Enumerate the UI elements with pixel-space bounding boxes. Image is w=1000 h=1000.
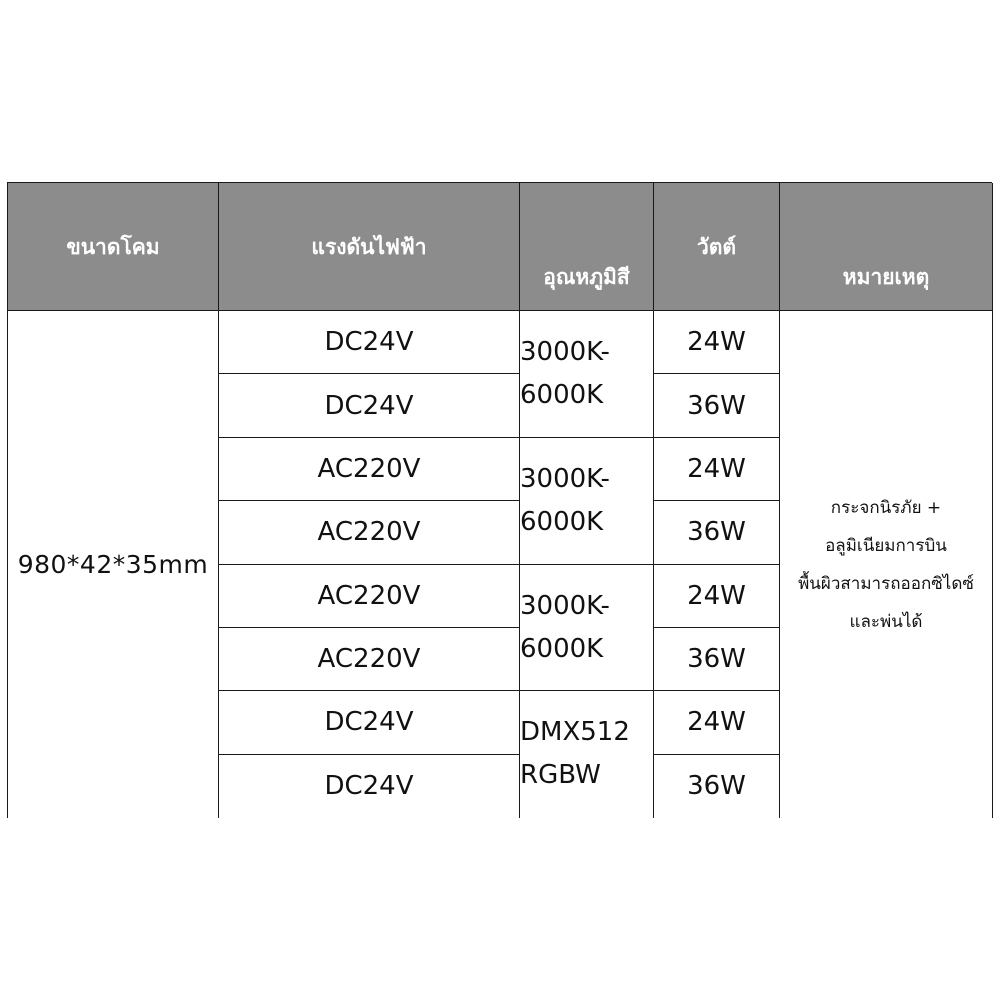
header-color-temp: อุณหภูมิสี: [520, 183, 654, 311]
watt-cell: 36W: [654, 374, 780, 437]
watt-cell: 24W: [654, 691, 780, 754]
color-temp-cell: [520, 438, 654, 565]
watt-cell: 36W: [654, 628, 780, 691]
voltage-cell: DC24V: [219, 755, 520, 818]
color-temp-line: 3000K-: [520, 463, 610, 494]
voltage-cell: AC220V: [219, 628, 520, 691]
size-cell: 980*42*35mm: [8, 311, 219, 818]
color-temp-cell: [520, 311, 654, 438]
header-size: ขนาดโคม: [8, 183, 219, 311]
header-note: หมายเหตุ: [780, 183, 993, 311]
color-temp-cell: [520, 565, 654, 692]
note-line: กระจกนิรภัย +: [830, 497, 942, 518]
note-line: อลูมิเนียมการบิน: [825, 535, 947, 556]
color-temp-line: 6000K: [520, 633, 604, 664]
voltage-cell: AC220V: [219, 565, 520, 628]
watt-cell: 24W: [654, 565, 780, 628]
color-temp-line: 3000K-: [520, 337, 610, 367]
voltage-cell: DC24V: [219, 311, 520, 374]
color-temp-line: DMX512: [520, 717, 630, 748]
voltage-cell: AC220V: [219, 501, 520, 564]
watt-cell: 36W: [654, 501, 780, 564]
note-line: พื้นผิวสามารถออกซิไดซ์: [798, 573, 974, 594]
color-temp-line: 6000K: [520, 506, 604, 537]
header-watt: วัตต์: [654, 183, 780, 311]
watt-cell: 36W: [654, 755, 780, 818]
color-temp-line: RGBW: [520, 760, 601, 791]
spec-table: [7, 182, 992, 818]
header-voltage: แรงดันไฟฟ้า: [219, 183, 520, 311]
note-cell: [780, 311, 993, 818]
voltage-cell: DC24V: [219, 691, 520, 754]
color-temp-line: 3000K-: [520, 590, 610, 621]
voltage-cell: AC220V: [219, 438, 520, 501]
watt-cell: 24W: [654, 438, 780, 501]
color-temp-cell: [520, 691, 654, 818]
voltage-cell: DC24V: [219, 374, 520, 437]
watt-cell: 24W: [654, 311, 780, 374]
color-temp-line: 6000K: [520, 380, 604, 410]
note-line: และพ่นได้: [849, 611, 923, 632]
